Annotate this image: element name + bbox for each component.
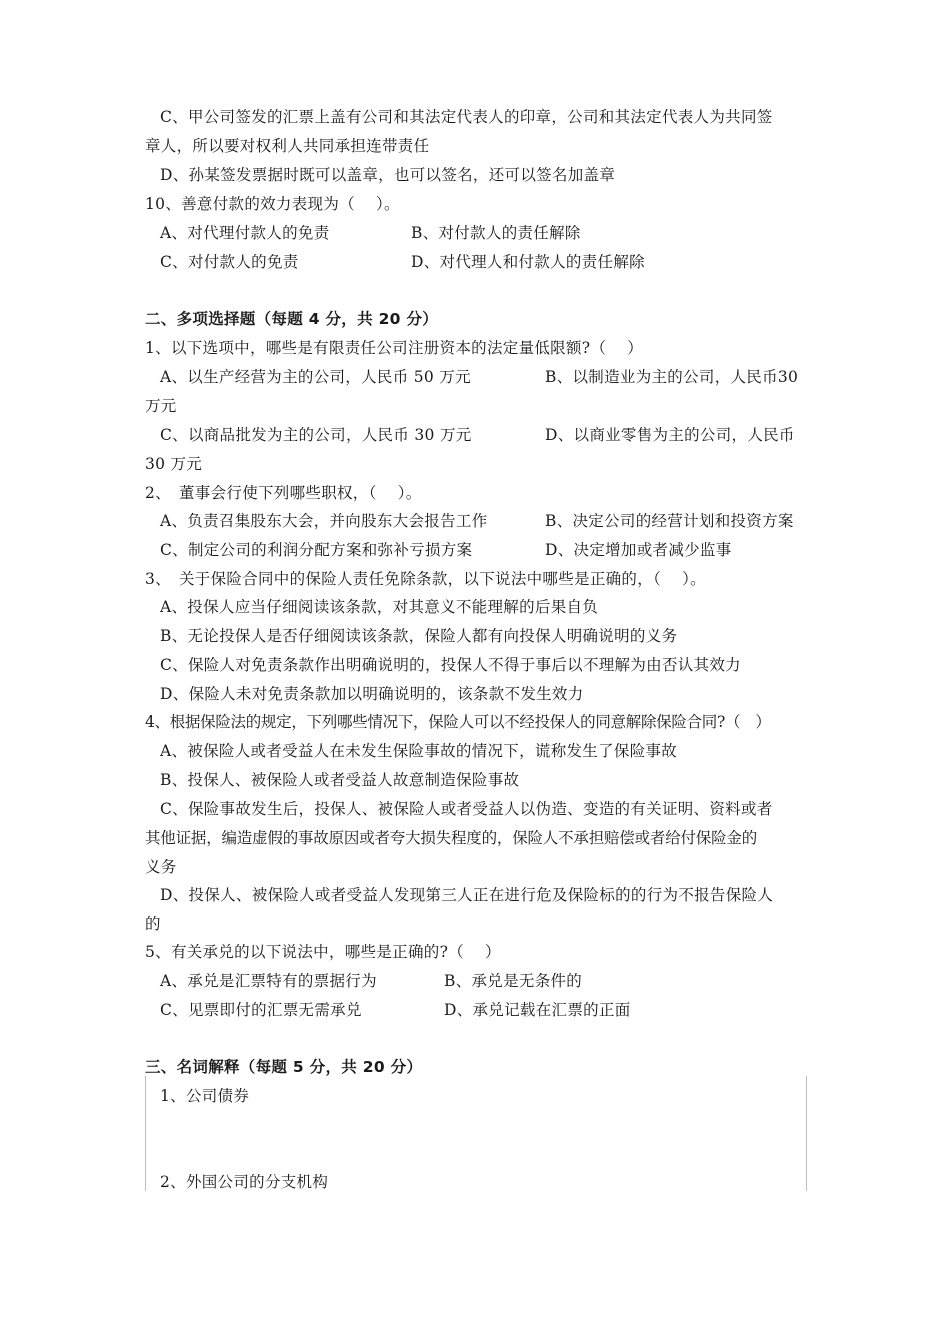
mc-q1-stem: 1、以下选项中，哪些是有限责任公司注册资本的法定量低限额?（ ） <box>145 339 644 357</box>
term-1: 1、公司债券 <box>160 1087 250 1105</box>
mc-q5-option-c: C、见票即付的汇票无需承兑 <box>160 1001 362 1019</box>
mc-q2-option-d: D、决定增加或者减少监事 <box>545 541 732 559</box>
mc-q3-option-d: D、保险人未对免责条款加以明确说明的，该条款不发生效力 <box>160 685 584 703</box>
mc-q2-option-b: B、决定公司的经营计划和投资方案 <box>545 512 794 530</box>
term-2: 2、外国公司的分支机构 <box>160 1173 329 1191</box>
answer-box-left-border <box>145 1076 146 1191</box>
q10-option-a: A、对代理付款人的免责 <box>160 224 330 242</box>
mc-q1-option-c: C、以商品批发为主的公司，人民币 30 万元 <box>160 426 472 444</box>
q9-option-c-line2: 章人，所以要对权利人共同承担连带责任 <box>145 137 430 155</box>
mc-q1-option-d-line2: 30 万元 <box>145 455 203 473</box>
mc-q1-option-a: A、以生产经营为主的公司，人民币 50 万元 <box>160 368 471 386</box>
mc-q2-stem: 2、 董事会行使下列哪些职权，（ ）。 <box>145 484 422 502</box>
mc-q4-option-c-line1: C、保险事故发生后，投保人、被保险人或者受益人以伪造、变造的有关证明、资料或者 <box>160 800 773 818</box>
mc-q4-option-b: B、投保人、被保险人或者受益人故意制造保险事故 <box>160 771 520 789</box>
mc-q3-stem: 3、 关于保险合同中的保险人责任免除条款，以下说法中哪些是正确的，（ ）。 <box>145 570 706 588</box>
mc-q4-option-a: A、被保险人或者受益人在未发生保险事故的情况下，谎称发生了保险事故 <box>160 742 678 760</box>
mc-q1-option-b-line2: 万元 <box>145 397 177 415</box>
q10-option-b: B、对付款人的责任解除 <box>411 224 581 242</box>
mc-q2-option-a: A、负责召集股东大会，并向股东大会报告工作 <box>160 512 488 530</box>
q10-stem: 10、善意付款的效力表现为（ ）。 <box>145 195 400 213</box>
mc-q5-stem: 5、有关承兑的以下说法中，哪些是正确的?（ ） <box>145 943 501 961</box>
q9-option-d: D、孙某签发票据时既可以盖章，也可以签名，还可以签名加盖章 <box>160 166 616 184</box>
mc-q4-option-d-line1: D、投保人、被保险人或者受益人发现第三人正在进行危及保险标的的行为不报告保险人 <box>160 886 774 904</box>
mc-q5-option-a: A、承兑是汇票特有的票据行为 <box>160 972 377 990</box>
section-heading-multiple-choice: 二、多项选择题（每题 4 分，共 20 分） <box>145 310 439 328</box>
section-heading-term-definitions: 三、名词解释（每题 5 分，共 20 分） <box>145 1058 423 1076</box>
mc-q4-option-c-line3: 义务 <box>145 858 177 876</box>
mc-q4-option-c-line2: 其他证据，编造虚假的事故原因或者夸大损失程度的，保险人不承担赔偿或者给付保险金的 <box>145 829 758 847</box>
mc-q5-option-b: B、承兑是无条件的 <box>444 972 583 990</box>
q9-option-c-line1: C、甲公司签发的汇票上盖有公司和其法定代表人的印章，公司和其法定代表人为共同签 <box>160 108 773 126</box>
mc-q3-option-a: A、投保人应当仔细阅读该条款，对其意义不能理解的后果自负 <box>160 598 599 616</box>
mc-q4-stem: 4、根据保险法的规定，下列哪些情况下，保险人可以不经投保人的同意解除保险合同?（ ） <box>145 713 771 731</box>
mc-q5-option-d: D、承兑记载在汇票的正面 <box>444 1001 631 1019</box>
answer-box-right-border <box>806 1076 807 1191</box>
q10-option-c: C、对付款人的免责 <box>160 253 299 271</box>
mc-q1-option-b-line1: B、以制造业为主的公司，人民币30 <box>545 368 799 386</box>
mc-q2-option-c: C、制定公司的利润分配方案和弥补亏损方案 <box>160 541 473 559</box>
mc-q4-option-d-line2: 的 <box>145 915 161 933</box>
mc-q1-option-d-line1: D、以商业零售为主的公司，人民币 <box>545 426 795 444</box>
mc-q3-option-c: C、保险人对免责条款作出明确说明的，投保人不得于事后以不理解为由否认其效力 <box>160 656 741 674</box>
mc-q3-option-b: B、无论投保人是否仔细阅读该条款，保险人都有向投保人明确说明的义务 <box>160 627 678 645</box>
q10-option-d: D、对代理人和付款人的责任解除 <box>411 253 645 271</box>
